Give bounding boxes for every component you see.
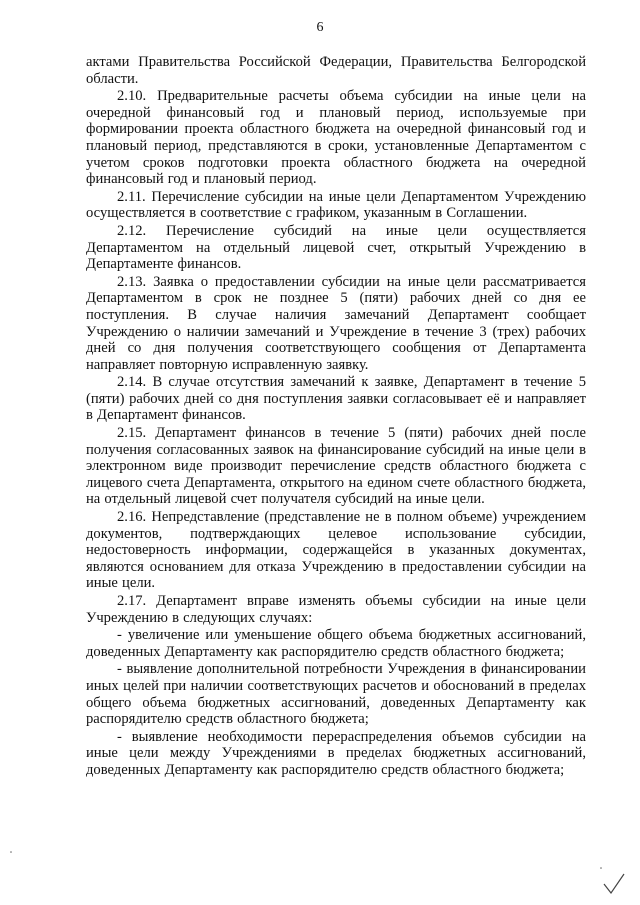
paragraph-2-17: 2.17. Департамент вправе изменять объемы субсидии на иные цели Учреждению в следующих случаях: [86, 593, 586, 626]
list-item-additional-need: - выявление дополнительной потребности Учреждения в финансировании иных целей при наличии соответствующих расчетов и обоснований в пределах общего объема бюджетных ассигнований, доведенных Департаменту как распорядителю средств областного бюджета; [86, 661, 586, 728]
paragraph-2-11: 2.11. Перечисление субсидии на иные цели Департаментом Учреждению осуществляется в соответствие с графиком, указанным в Соглашении. [86, 188, 586, 222]
paragraph-2-10: 2.10. Предварительные расчеты объема субсидии на иные цели на очередной финансовый год и плановый период, используемые при формировании проекта областного бюджета на очередной финансовый год и плановый период, представляются в сроки, установленные Департаментом с учетом сроков подготовки проекта областного бюджета на очередной финансовый год и плановый период. [86, 88, 586, 188]
paragraph-2-13: 2.13. Заявка о предоставлении субсидии на иные цели рассматривается Департаментом в срок не позднее 5 (пяти) рабочих дней со дня ее поступления. В случае наличия замечаний Департамент сообщает Учреждению о наличии замечаний и Учреждение в течение 3 (трех) рабочих дней со дня получения соответствующего сообщения от Департамента направляет повторную исправленную заявку. [86, 273, 586, 373]
list-item-redistribution: - выявление необходимости перераспределения объемов субсидии на иные цели между Учреждениями в пределах бюджетных ассигнований, доведенных Департаменту как распорядителю средств областного бюджета; [86, 728, 586, 778]
scan-dot [10, 851, 12, 853]
handwritten-mark [604, 874, 624, 893]
page-number: 6 [316, 20, 324, 35]
paragraph-2-14: 2.14. В случае отсутствия замечаний к заявке, Департамент в течение 5 (пяти) рабочих дней со дня поступления заявки согласовывает её и направляет в Департамент финансов. [86, 374, 586, 424]
paragraph-2-15: 2.15. Департамент финансов в течение 5 (пяти) рабочих дней после получения согласованных заявок на финансирование субсидий на иные цели в электронном виде производит перечисление средств областного бюджета с лицевого счета Департамента, открытого на едином счете областного бюджета, на отдельный лицевой счет получателя субсидий на иные цели. [86, 425, 586, 508]
scan-dot [600, 867, 602, 869]
list-item-budget-change: - увеличение или уменьшение общего объема бюджетных ассигнований, доведенных Департаменту как распорядителю средств областного бюджета; [86, 627, 586, 660]
document-body [86, 54, 586, 779]
paragraph-2-12: 2.12. Перечисление субсидий на иные цели осуществляется Департаментом на отдельный лицевой счет, открытый Учреждению в Департаменте финансов. [86, 222, 586, 273]
paragraph-2-16: 2.16. Непредставление (представление не в полном объеме) учреждением документов, подтверждающих целевое использование субсидии, недостоверность информации, содержащейся в указанных документах, являются основанием для отказа Учреждению в предоставлении субсидии на иные цели. [86, 509, 586, 592]
paragraph-continuation: актами Правительства Российской Федерации, Правительства Белгородской области. [86, 54, 586, 87]
